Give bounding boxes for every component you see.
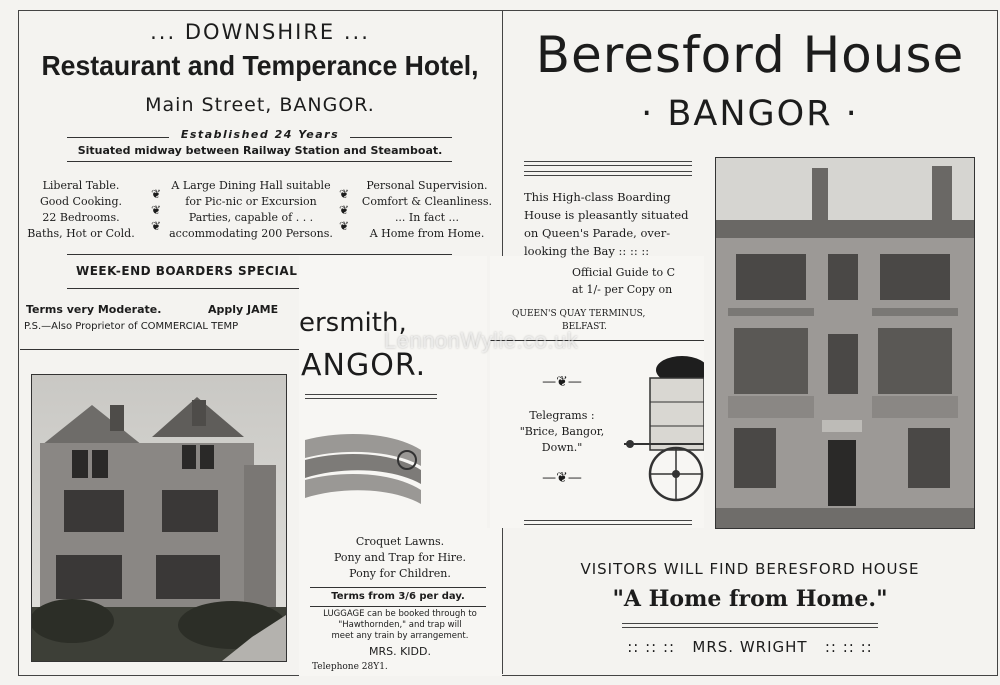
ps-line: P.S.—Also Proprietor of COMMERCIAL TEMP	[24, 321, 239, 332]
lower-rule	[524, 520, 692, 525]
terms-line: Terms very Moderate.	[26, 303, 162, 316]
terminus-line: QUEEN'S QUAY TERMINUS,	[512, 309, 646, 319]
luggage-line: "Hawthornden," and trap will	[338, 620, 462, 630]
title-rule	[305, 394, 437, 399]
apply-line: Apply JAME	[208, 303, 279, 316]
amenity-item: 22 Bedrooms.	[42, 211, 120, 224]
dining-line: A Large Dining Hall suitable	[171, 179, 331, 192]
hawthornden-lower	[302, 528, 502, 676]
luggage-text	[302, 609, 498, 642]
guide-line-2: at 1/- per Copy on	[572, 283, 673, 296]
terms-line: Terms from 3/6 per day.	[331, 591, 465, 602]
chain-illustration	[303, 424, 427, 510]
ornament-bottom: —❦—	[542, 470, 582, 486]
guide-line-1: Official Guide to C	[572, 266, 675, 279]
visitors-line: VISITORS WILL FIND BERESFORD HOUSE	[580, 560, 920, 578]
amenities-list	[302, 534, 498, 582]
slogan-rule	[622, 623, 878, 628]
dining-column	[166, 178, 336, 242]
ornament-top: —❦—	[542, 374, 582, 390]
luggage-line: LUGGAGE can be booked through to	[323, 609, 477, 619]
terminus-city: BELFAST.	[562, 322, 607, 332]
luggage-line: meet any train by arrangement.	[331, 631, 469, 641]
house-illustration	[32, 375, 286, 661]
amenity-item: Good Cooking.	[39, 195, 123, 208]
established-line: Established 24 Years	[180, 128, 340, 141]
terms-rule-bottom	[310, 606, 486, 607]
downshire-bottom-rule	[20, 349, 300, 350]
terms-rule-top	[310, 587, 486, 588]
situated-line: Situated midway between Railway Station and Steamboat.	[77, 144, 443, 157]
slogan-line: "A Home from Home."	[612, 586, 888, 612]
dining-line: Parties, capable of . . .	[188, 211, 314, 224]
amenity-item: Baths, Hot or Cold.	[27, 227, 135, 240]
supervision-line: Personal Supervision.	[366, 179, 488, 192]
watermark: LennonWylie.co.uk	[384, 328, 579, 353]
weekend-line: WEEK-END BOARDERS SPECIAL	[76, 264, 298, 278]
description-line: House is pleasantly situated	[524, 208, 689, 222]
town-fragment: ANGOR.	[301, 348, 427, 383]
downshire-heading: ... DOWNSHIRE ...	[150, 20, 370, 44]
building-illustration	[716, 158, 974, 528]
amenity-line: Pony for Children.	[349, 567, 451, 580]
downshire-address: Main Street, BANGOR.	[145, 94, 375, 116]
amenity-line: Pony and Trap for Hire.	[333, 551, 467, 564]
amenities-column	[20, 178, 142, 242]
supervision-line: A Home from Home.	[369, 227, 485, 240]
intro-rule	[524, 161, 692, 166]
telegrams-line: "Brice, Bangor,	[519, 425, 605, 438]
amenity-item: Liberal Table.	[42, 179, 120, 192]
proprietor-line: MRS. KIDD.	[368, 645, 431, 658]
beresford-title: Beresford House	[535, 26, 965, 84]
description-line: on Queen's Parade, over-	[524, 226, 671, 240]
intro-rule-2	[524, 171, 692, 176]
telegrams-line: Telegrams :	[529, 409, 595, 422]
downshire-hotel-name: Restaurant and Temperance Hotel,	[41, 50, 479, 81]
beresford-house-photo	[715, 157, 975, 529]
beresford-proprietor: :: :: :: MRS. WRIGHT :: :: ::	[627, 638, 873, 656]
telegrams-line: Down."	[541, 441, 583, 454]
name-fragment: ersmith,	[299, 308, 407, 338]
amenity-line: Croquet Lawns.	[355, 535, 445, 548]
description-line: looking the Bay :: :: ::	[524, 244, 650, 258]
telephone-line: Telephone 28Y1.	[312, 662, 388, 672]
rule-above-weekend	[67, 254, 452, 255]
supervision-line: ... In fact ...	[394, 211, 460, 224]
supervision-line: Comfort & Cleanliness.	[361, 195, 493, 208]
leaf-ornament: ❦ ❦ ❦	[338, 187, 350, 233]
rule-right	[350, 137, 452, 138]
rule-under-situated	[67, 161, 452, 162]
description-line: This High-class Boarding	[524, 190, 671, 204]
dining-line: accommodating 200 Persons.	[169, 227, 333, 240]
beresford-town: · BANGOR ·	[641, 94, 859, 134]
dining-line: for Pic-nic or Excursion	[185, 195, 317, 208]
leaf-ornament: ❦ ❦ ❦	[150, 187, 162, 233]
beresford-description	[524, 188, 724, 260]
hawthornden-house-photo	[31, 374, 287, 662]
supervision-column	[354, 178, 500, 242]
